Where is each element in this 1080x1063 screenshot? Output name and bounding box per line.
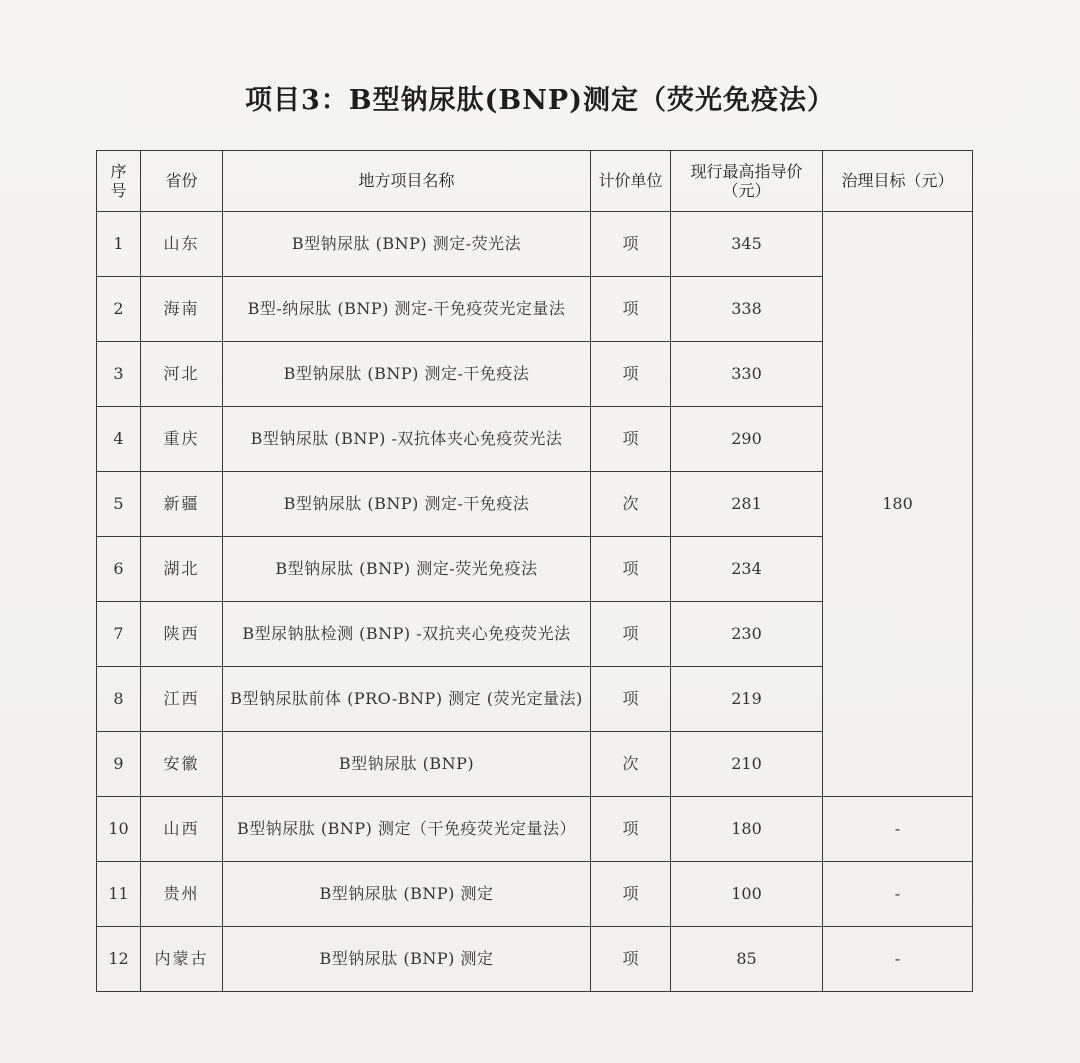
row-project-name: B型钠尿肽 (BNP) 测定-荧光免疫法 [223, 537, 591, 602]
row-province: 重庆 [141, 407, 223, 472]
header-price: 现行最高指导价（元） [671, 151, 823, 212]
row-project-name: B型钠尿肽 (BNP) 测定-荧光法 [223, 212, 591, 277]
row-price: 330 [671, 342, 823, 407]
row-unit: 项 [591, 342, 671, 407]
row-unit: 项 [591, 537, 671, 602]
row-unit: 项 [591, 862, 671, 927]
row-project-name: B型钠尿肽前体 (PRO-BNP) 测定 (荧光定量法) [223, 667, 591, 732]
row-province: 湖北 [141, 537, 223, 602]
row-unit: 项 [591, 277, 671, 342]
row-seq: 6 [97, 537, 141, 602]
row-unit: 次 [591, 472, 671, 537]
row-price: 219 [671, 667, 823, 732]
row-price: 345 [671, 212, 823, 277]
row-seq: 7 [97, 602, 141, 667]
row-project-name: B型钠尿肽 (BNP) 测定（干免疫荧光定量法） [223, 797, 591, 862]
row-unit: 项 [591, 927, 671, 992]
row-price: 210 [671, 732, 823, 797]
row-project-name: B型-纳尿肽 (BNP) 测定-干免疫荧光定量法 [223, 277, 591, 342]
header-seq: 序号 [97, 151, 141, 212]
table-row [97, 927, 973, 992]
row-province: 山东 [141, 212, 223, 277]
row-province: 江西 [141, 667, 223, 732]
row-seq: 3 [97, 342, 141, 407]
row-seq: 2 [97, 277, 141, 342]
row-price: 281 [671, 472, 823, 537]
row-province: 河北 [141, 342, 223, 407]
row-province: 山西 [141, 797, 223, 862]
row-seq: 1 [97, 212, 141, 277]
row-project-name: B型钠尿肽 (BNP) 测定 [223, 927, 591, 992]
row-project-name: B型钠尿肽 (BNP) 测定 [223, 862, 591, 927]
table-row [97, 797, 973, 862]
table-row [97, 862, 973, 927]
row-price: 290 [671, 407, 823, 472]
row-province: 海南 [141, 277, 223, 342]
row-project-name: B型钠尿肽 (BNP) -双抗体夹心免疫荧光法 [223, 407, 591, 472]
row-unit: 项 [591, 602, 671, 667]
header-project-name: 地方项目名称 [223, 151, 591, 212]
header-unit: 计价单位 [591, 151, 671, 212]
row-seq: 11 [97, 862, 141, 927]
row-unit: 次 [591, 732, 671, 797]
header-province: 省份 [141, 151, 223, 212]
shared-target-cell: 180 [823, 212, 973, 797]
row-unit: 项 [591, 407, 671, 472]
row-project-name: B型钠尿肽 (BNP) 测定-干免疫法 [223, 342, 591, 407]
row-seq: 5 [97, 472, 141, 537]
row-project-name: B型尿钠肽检测 (BNP) -双抗夹心免疫荧光法 [223, 602, 591, 667]
row-price: 180 [671, 797, 823, 862]
table-header-row [97, 151, 973, 212]
row-seq: 8 [97, 667, 141, 732]
row-province: 内蒙古 [141, 927, 223, 992]
row-price: 338 [671, 277, 823, 342]
row-target: - [823, 862, 973, 927]
document-title: 项目3：B型钠尿肽(BNP)测定（荧光免疫法） [245, 85, 835, 116]
row-unit: 项 [591, 212, 671, 277]
row-project-name: B型钠尿肽 (BNP) 测定-干免疫法 [223, 472, 591, 537]
row-seq: 10 [97, 797, 141, 862]
row-province: 贵州 [141, 862, 223, 927]
table-row [97, 212, 973, 277]
row-seq: 4 [97, 407, 141, 472]
row-price: 230 [671, 602, 823, 667]
row-target: - [823, 797, 973, 862]
row-unit: 项 [591, 797, 671, 862]
row-seq: 9 [97, 732, 141, 797]
header-target: 治理目标（元） [823, 151, 973, 212]
row-unit: 项 [591, 667, 671, 732]
row-province: 安徽 [141, 732, 223, 797]
row-province: 新疆 [141, 472, 223, 537]
table-body [97, 212, 973, 992]
row-project-name: B型钠尿肽 (BNP) [223, 732, 591, 797]
row-target: - [823, 927, 973, 992]
row-price: 85 [671, 927, 823, 992]
price-table [96, 150, 973, 992]
row-province: 陕西 [141, 602, 223, 667]
row-price: 234 [671, 537, 823, 602]
row-price: 100 [671, 862, 823, 927]
row-seq: 12 [97, 927, 141, 992]
